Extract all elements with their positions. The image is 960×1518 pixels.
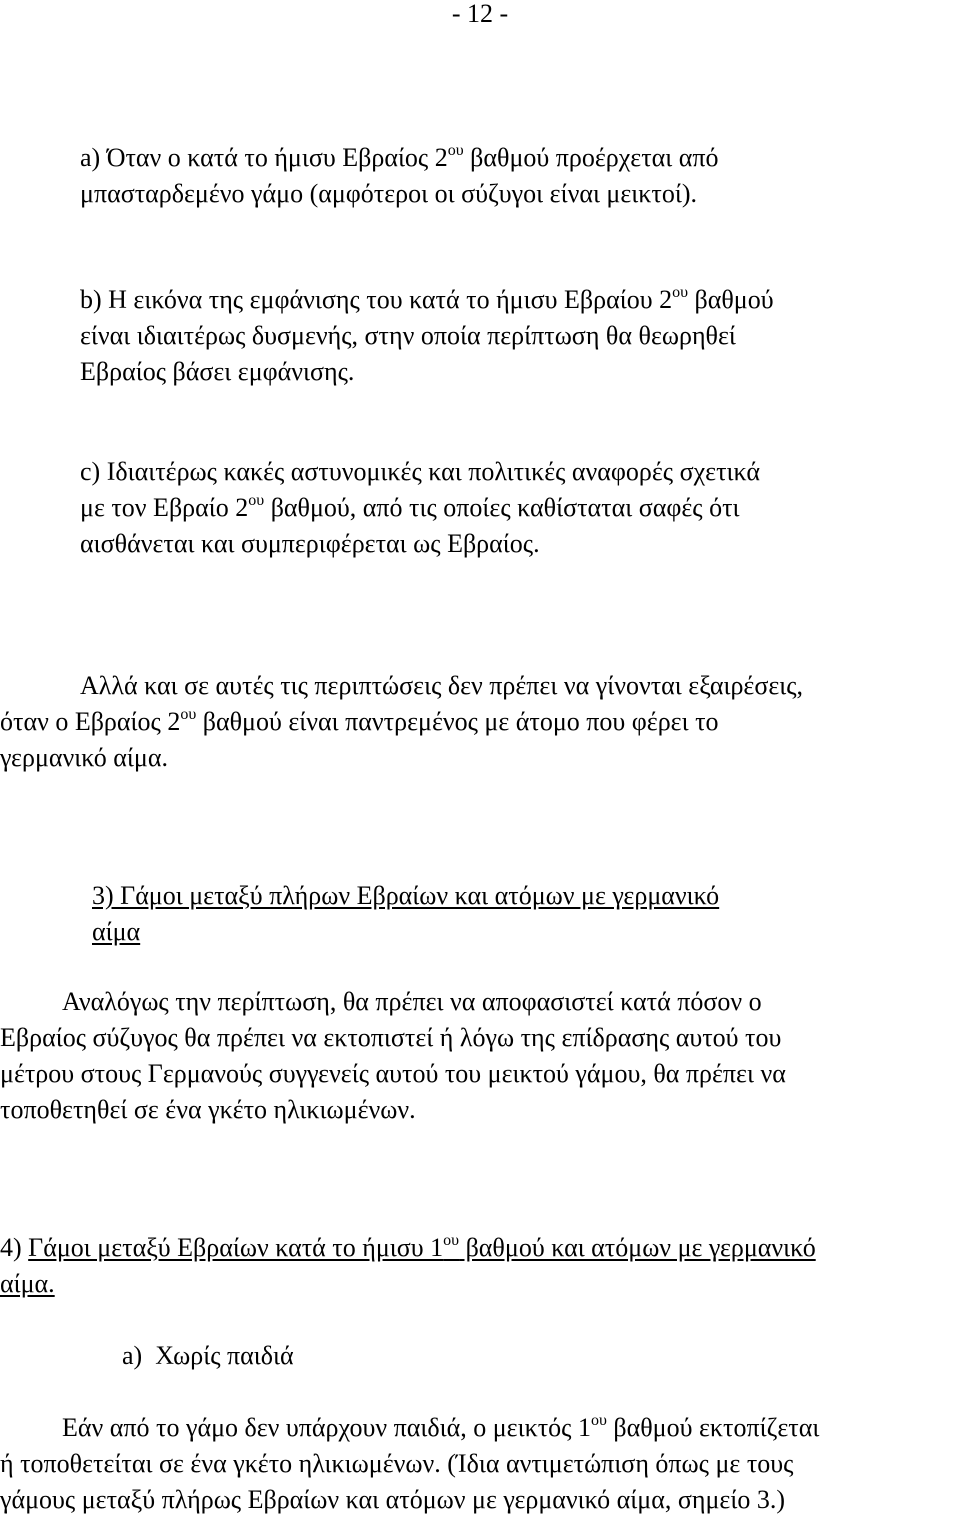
para-3-line-1: Αναλόγως την περίπτωση, θα πρέπει να αποφασιστεί κατά πόσον ο: [62, 987, 762, 1016]
heading-3: [0, 878, 960, 950]
subheading-a: [0, 1338, 960, 1374]
item-c-line-1: c) Ιδιαιτέρως κακές αστυνομικές και πολιτικές αναφορές σχετικά: [80, 457, 761, 486]
para-4a-line-1: Εάν από το γάμο δεν υπάρχουν παιδιά, ο μεικτός $1^{o\upsilon}$ βαθμού εκτοπίζεται: [62, 1412, 820, 1442]
item-a: [0, 140, 960, 212]
paragraph-exceptions: [0, 668, 960, 776]
item-a-line-2: μπασταρδεμένο γάμο (αμφότεροι οι σύζυγοι είναι μεικτοί).: [80, 179, 697, 208]
paragraph-3: [0, 984, 960, 1128]
item-a-line-1: a) Όταν ο κατά το ήμισυ Εβραίος $2^{o\upsilon}$ βαθμού προέρχεται από: [80, 142, 719, 172]
heading-3-line-1: 3) Γάμοι μεταξύ πλήρων Εβραίων και ατόμων με γερμανικό: [92, 881, 720, 910]
heading-4-line-2: αίμα.: [0, 1269, 55, 1298]
para-exceptions-line-3: γερμανικό αίμα.: [0, 743, 168, 772]
item-b-line-1: b) Η εικόνα της εμφάνισης του κατά το ήμισυ Εβραίου $2^{o\upsilon}$ βαθμού: [80, 284, 774, 314]
heading-4: [0, 1230, 960, 1302]
para-3-line-2: Εβραίος σύζυγος θα πρέπει να εκτοπιστεί ή λόγω της επίδρασης αυτού του: [0, 1023, 782, 1052]
item-c: [0, 454, 960, 562]
item-b-line-2: είναι ιδιαιτέρως δυσμενής, στην οποία περίπτωση θα θεωρηθεί: [80, 321, 736, 350]
heading-3-line-2: αίμα: [92, 917, 141, 946]
para-exceptions-line-2: όταν ο Εβραίος $2^{o\upsilon}$ βαθμού είναι παντρεμένος με άτομο που φέρει το: [0, 706, 719, 736]
para-exceptions-line-1: Αλλά και σε αυτές τις περιπτώσεις δεν πρέπει να γίνονται εξαιρέσεις,: [80, 671, 804, 700]
page-number: - 12 -: [451, 0, 509, 28]
para-3-line-4: τοποθετηθεί σε ένα γκέτο ηλικιωμένων.: [0, 1095, 416, 1124]
item-b-line-3: Εβραίος βάσει εμφάνισης.: [80, 357, 355, 386]
para-4a-line-3: γάμους μεταξύ πλήρως Εβραίων και ατόμων με γερμανικό αίμα, σημείο 3.): [0, 1485, 785, 1514]
heading-4-line-1: 4) Γάμοι μεταξύ Εβραίων κατά το ήμισυ $1^{o\upsilon}$ βαθμού και ατόμων με γερμανικό: [0, 1232, 816, 1262]
para-4a-line-2: ή τοποθετείται σε ένα γκέτο ηλικιωμένων. (Ίδια αντιμετώπιση όπως με τους: [0, 1449, 794, 1478]
sub-a-label: a) Χωρίς παιδιά: [122, 1341, 294, 1370]
para-3-line-3: μέτρου στους Γερμανούς συγγενείς αυτού του μεικτού γάμου, θα πρέπει να: [0, 1059, 786, 1088]
paragraph-4a: [0, 1410, 960, 1518]
item-b: [0, 282, 960, 390]
item-c-line-2: με τον Εβραίο $2^{o\upsilon}$ βαθμού, από τις οποίες καθίσταται σαφές ότι: [80, 492, 740, 522]
item-c-line-3: αισθάνεται και συμπεριφέρεται ως Εβραίος.: [80, 529, 540, 558]
